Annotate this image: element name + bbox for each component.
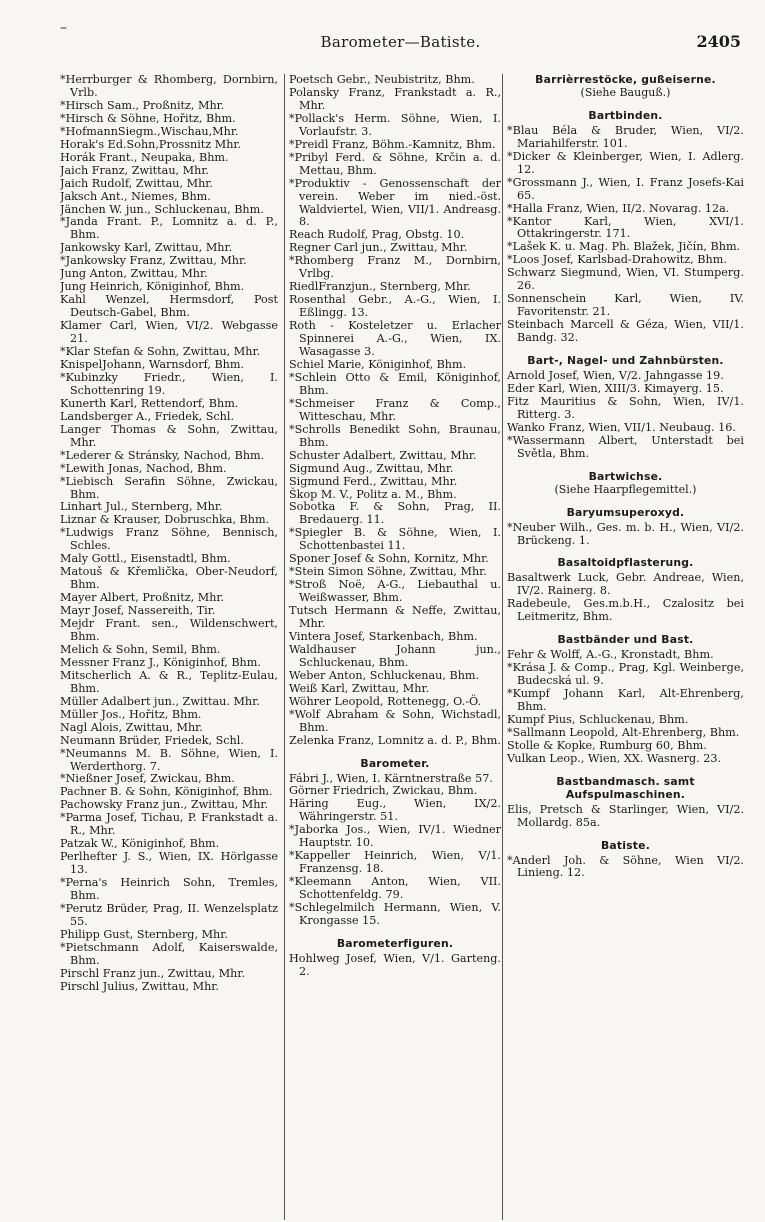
directory-entry: Fehr & Wolff, A.-G., Kronstadt, Bhm. [507,648,714,662]
directory-entry: Maly Gottl., Eisenstadtl, Bhm. [60,552,231,566]
directory-entry: *Kumpf Johann Karl, Alt-Ehrenberg, Bhm. [507,687,744,713]
section-heading [289,938,501,951]
directory-entry: *Neuber Wilh., Ges. m. b. H., Wien, VI/2. Brückeng. 1. [507,520,744,547]
directory-entry: Mejdr Frant. sen., Wildenschwert, Bhm. [60,617,278,643]
directory-entry: Schuster Adalbert, Zwittau, Mhr. [289,448,477,462]
directory-entry: Horák Frant., Neupaka, Bhm. [60,150,229,164]
directory-entry: Schwarz Siegmund, Wien, VI. Stumperg. 26. [507,266,744,293]
directory-entry: Kunerth Karl, Rettendorf, Bhm. [60,396,239,410]
page-title: Barometer—Batiste. [320,33,481,51]
directory-entry: Neumann Brüder, Friedek, Schl. [60,733,244,747]
directory-entry: Mayer Albert, Proßnitz, Mhr. [60,591,225,605]
section-title: Basaltoidpflasterung. [557,556,694,570]
directory-entry: *Neumanns M. B. Söhne, Wien, I. Werderthorg. 7. [60,746,278,773]
directory-entry: Patzak W., Königinhof, Bhm. [60,837,220,851]
directory-entry: Poetsch Gebr., Neubistritz, Bhm. [289,74,475,86]
directory-entry: Hohlweg Josef, Wien, V/1. Garteng. 2. [289,951,501,978]
directory-entry: *Liebisch Serafin Söhne, Zwickau, Bhm. [60,474,278,501]
directory-entry: Steinbach Marcell & Géza, Wien, VII/1. Bandg. 32. [507,318,744,345]
section-title: Barrièrrestöcke, gußeiserne. [535,74,716,86]
section-title: Bartbinden. [588,108,663,122]
directory-entry: *Pietschmann Adolf, Kaiserswalde, Bhm. [60,940,278,967]
directory-entry: *Preidl Franz, Böhm.-Kamnitz, Bhm. [289,137,496,151]
directory-entry: *Perna's Heinrich Sohn, Tremles, Bhm. [60,876,278,903]
directory-entry: Mayr Josef, Nassereith, Tir. [60,604,216,618]
section-heading [507,507,744,520]
section-note: (Siehe Haarpflegemittel.) [554,482,697,496]
directory-entry: *Dicker & Kleinberger, Wien, I. Adlerg. 12. [507,149,744,176]
directory-entry: Langer Thomas & Sohn, Zwittau, Mhr. [60,422,278,449]
directory-entry: Zelenka Franz, Lomnitz a. d. P., Bhm. [289,733,501,747]
directory-entry: *Grossmann J., Wien, I. Franz Josefs-Kai 65. [507,175,744,202]
section-title: Batiste. [601,838,650,852]
directory-entry: Jung Heinrich, Königinhof, Bhm. [60,280,245,294]
directory-entry: Regner Carl jun., Zwittau, Mhr. [289,241,468,255]
directory-entry: *Stroß Noë, A-G., Liebauthal u. Weißwasser, Bhm. [289,578,501,605]
directory-entry: Sonnenschein Karl, Wien, IV. Favoritenstr. 21. [507,292,744,319]
directory-entry: Schiel Marie, Königinhof, Bhm. [289,357,467,371]
directory-entry: Polansky Franz, Frankstadt a. R., Mhr. [289,85,501,112]
directory-entry: *Parma Josef, Tichau, P. Frankstadt a. R., Mhr. [60,811,278,838]
directory-entry: *Hirsch Sam., Proßnitz, Mhr. [60,98,225,112]
directory-entry: Sponer Josef & Sohn, Kornitz, Mhr. [289,552,489,566]
directory-entry: Roth - Kosteletzer u. Erlacher Spinnerei A.-G., Wien, IX. Wasagasse 3. [289,319,501,359]
section-heading [507,355,744,368]
directory-entry: *Klar Stefan & Sohn, Zwittau, Mhr. [60,345,261,359]
directory-entry: Elis, Pretsch & Starlinger, Wien, VI/2. Mollardg. 85a. [507,802,744,829]
directory-entry: *Anderl Joh. & Söhne, Wien VI/2. Linieng. 12. [507,853,744,880]
column-3 [502,74,744,1220]
section-heading [507,634,744,647]
directory-entry: Eder Karl, Wien, XIII/3. Kimayerg. 15. [507,381,724,395]
directory-entry: *Herrburger & Rhomberg, Dornbirn, Vrlb. [60,74,278,99]
directory-entry: *Kappeller Heinrich, Wien, V/1. Franzensg. 18. [289,849,501,876]
directory-entry: *Schlein Otto & Emil, Königinhof, Bhm. [289,370,501,397]
directory-entry: *Kubinzky Friedr., Wien, I. Schottenring 19. [60,370,278,397]
directory-entry: *Produktiv - Genossenschaft der verein. Weber im nied.-öst. Waldviertel, Wien, VII/1. Andreasg. 8. [289,176,501,229]
directory-entry: Weiß Karl, Zwittau, Mhr. [289,681,430,695]
directory-entry: Görner Friedrich, Zwickau, Bhm. [289,784,478,798]
directory-entry: Mitscherlich A. & R., Teplitz-Eulau, Bhm. [60,668,278,695]
directory-entry: Jaksch Ant., Niemes, Bhm. [60,189,211,203]
columns [60,74,744,1220]
page-number: 2405 [696,32,741,51]
section-title: Barometer. [360,756,430,770]
directory-entry: *Ludwigs Franz Söhne, Bennisch, Schles. [60,526,278,553]
directory-entry: Pirschl Julius, Zwittau, Mhr. [60,979,219,993]
directory-entry: Sigmund Ferd., Zwittau, Mhr. [289,474,458,488]
section-heading [507,74,744,100]
directory-entry: Klamer Carl, Wien, VI/2. Webgasse 21. [60,319,278,346]
directory-entry: Vulkan Leop., Wien, XX. Wasnerg. 23. [507,751,722,765]
section-title: Bartwichse. [588,469,663,483]
directory-entry: Perlhefter J. S., Wien, IX. Hörlgasse 13. [60,850,278,877]
directory-entry: Nagl Alois, Zwittau, Mhr. [60,720,203,734]
directory-entry: *Pollack's Herm. Söhne, Wien, I. Vorlaufstr. 3. [289,111,501,138]
section-heading [289,758,501,771]
directory-entry: Kahl Wenzel, Hermsdorf, Post Deutsch-Gabel, Bhm. [60,293,278,320]
directory-entry: *Perutz Brüder, Prag, II. Wenzelsplatz 55. [60,902,278,928]
directory-entry: Liznar & Krauser, Dobruschka, Bhm. [60,513,270,527]
directory-entry: *Kantor Karl, Wien, XVI/1. Ottakringerstr. 171. [507,214,744,241]
directory-entry: *Halla Franz, Wien, II/2. Novarag. 12a. [507,201,730,215]
directory-entry: *Schmeiser Franz & Comp., Witteschau, Mhr. [289,396,501,423]
directory-entry: Melich & Sohn, Semil, Bhm. [60,642,221,656]
section-heading [507,776,744,802]
directory-entry: *Spiegler B. & Söhne, Wien, I. Schottenbastei 11. [289,526,501,553]
directory-entry: Sigmund Aug., Zwittau, Mhr. [289,461,454,475]
directory-entry: Sobotka F. & Sohn, Prag, II. Bredauerg. 11. [289,500,501,527]
directory-entry: Matouš & Křemlička, Ober-Neudorf, Bhm. [60,565,278,592]
column-2 [284,74,501,1220]
directory-entry: *Jankowsky Franz, Zwittau, Mhr. [60,254,247,268]
directory-entry: *Janda Frant. P., Lomnitz a. d. P., Bhm. [60,215,278,242]
directory-entry: Tutsch Hermann & Neffe, Zwittau, Mhr. [289,604,501,631]
directory-entry: Jaich Franz, Zwittau, Mhr. [60,163,209,177]
directory-entry: Weber Anton, Schluckenau, Bhm. [289,668,480,682]
directory-entry: Jaich Rudolf, Zwittau, Mhr. [60,176,213,190]
directory-entry: Reach Rudolf, Prag, Obstg. 10. [289,228,465,242]
directory-entry: *Lederer & Stránsky, Nachod, Bhm. [60,448,265,462]
directory-entry: *Rhomberg Franz M., Dornbirn, Vrlbg. [289,254,501,281]
directory-entry: Messner Franz J., Königinhof, Bhm. [60,655,261,669]
directory-entry: Rosenthal Gebr., A.-G., Wien, I. Eßlingg. 13. [289,293,501,320]
directory-entry: Kumpf Pius, Schluckenau, Bhm. [507,712,689,726]
section-heading [507,471,744,497]
directory-entry: *Krása J. & Comp., Prag, Kgl. Weinberge, Budecská ul. 9. [507,661,744,688]
directory-entry: *Schlegelmilch Hermann, Wien, V. Krongasse 15. [289,901,501,927]
directory-entry: Arnold Josef, Wien, V/2. Jahngasse 19. [507,369,724,383]
section-title: Baryumsuperoxyd. [566,505,685,519]
page-header [60,0,741,56]
section-heading [507,840,744,853]
directory-entry: *HofmannSiegm.,Wischau,Mhr. [60,124,239,138]
directory-entry: KnispelJohann, Warnsdorf, Bhm. [60,357,245,371]
directory-entry: RiedlFranzjun., Sternberg, Mhr. [289,280,471,294]
column-1 [60,74,278,1220]
directory-entry: *Jaborka Jos., Wien, IV/1. Wiedner Hauptstr. 10. [289,823,501,850]
section-heading [507,110,744,123]
directory-entry: *Blau Béla & Bruder, Wien, VI/2. Mariahilferstr. 101. [507,123,744,150]
directory-entry: *Nießner Josef, Zwickau, Bhm. [60,772,235,786]
directory-entry: Pachowsky Franz jun., Zwittau, Mhr. [60,798,269,812]
directory-entry: Wanko Franz, Wien, VII/1. Neubaug. 16. [507,420,736,434]
section-title: Bastbandmasch. samt Aufspulmaschinen. [556,774,695,801]
directory-entry: Stolle & Kopke, Rumburg 60, Bhm. [507,738,707,752]
directory-entry: Philipp Gust, Sternberg, Mhr. [60,927,228,941]
directory-entry: *Wolf Abraham & Sohn, Wichstadl, Bhm. [289,707,501,734]
directory-entry: *Pribyl Ferd. & Söhne, Krčin a. d. Mettau, Bhm. [289,150,501,177]
directory-entry: Häring Eug., Wien, IX/2. Währingerstr. 51. [289,797,501,824]
directory-entry: Škop M. V., Politz a. M., Bhm. [289,487,457,501]
directory-entry: Müller Jos., Hořitz, Bhm. [60,707,202,721]
directory-entry: Fábri J., Wien, I. Kärntnerstraße 57. [289,771,493,785]
directory-entry: Jänchen W. jun., Schluckenau, Bhm. [60,202,264,216]
directory-entry: Waldhauser Johann jun., Schluckenau, Bhm. [289,642,501,669]
section-title: Barometerfiguren. [336,936,454,950]
directory-entry: Müller Adalbert jun., Zwittau. Mhr. [60,694,260,708]
directory-entry: Radebeule, Ges.m.b.H., Czalositz bei Leitmeritz, Bhm. [507,597,744,624]
directory-entry: Vintera Josef, Starkenbach, Bhm. [289,629,478,643]
directory-entry: Jung Anton, Zwittau, Mhr. [60,267,208,281]
directory-entry: Jankowsky Karl, Zwittau, Mhr. [60,241,233,255]
directory-entry: *Lewith Jonas, Nachod, Bhm. [60,461,227,475]
directory-entry: *Kleemann Anton, Wien, VII. Schottenfeldg. 79. [289,875,501,902]
directory-entry: *Lašek K. u. Mag. Ph. Blažek, Jičín, Bhm. [507,240,741,254]
directory-entry: Pachner B. & Sohn, Königinhof, Bhm. [60,785,273,799]
directory-entry: *Wassermann Albert, Unterstadt bei Světla, Bhm. [507,433,744,460]
directory-entry: *Stein Simon Söhne, Zwittau, Mhr. [289,565,487,579]
directory-entry: Horak's Ed.Sohn,Prossnitz Mhr. [60,137,242,151]
directory-entry: *Hirsch & Söhne, Hořitz, Bhm. [60,111,236,125]
section-title: Bart-, Nagel- und Zahnbürsten. [527,354,724,368]
directory-entry: Basaltwerk Luck, Gebr. Andreae, Wien, IV/2. Rainerg. 8. [507,571,744,598]
directory-entry: *Sallmann Leopold, Alt-Ehrenberg, Bhm. [507,725,740,739]
directory-entry: Wöhrer Leopold, Rottenegg, O.-Ö. [289,694,482,708]
directory-entry: *Schrolls Benedikt Sohn, Braunau, Bhm. [289,422,501,449]
directory-entry: Fitz Mauritius & Sohn, Wien, IV/1. Ritterg. 3. [507,394,744,421]
header-dash: – [60,20,67,36]
directory-entry: Pirschl Franz jun., Zwittau, Mhr. [60,966,246,980]
section-heading [507,557,744,570]
directory-entry: *Loos Josef, Karlsbad-Drahowitz, Bhm. [507,253,727,267]
section-note: (Siehe Bauguß.) [580,85,671,99]
section-title: Bastbänder und Bast. [557,633,694,647]
directory-entry: Linhart Jul., Sternberg, Mhr. [60,500,223,514]
directory-entry: Landsberger A., Friedek, Schl. [60,409,235,423]
